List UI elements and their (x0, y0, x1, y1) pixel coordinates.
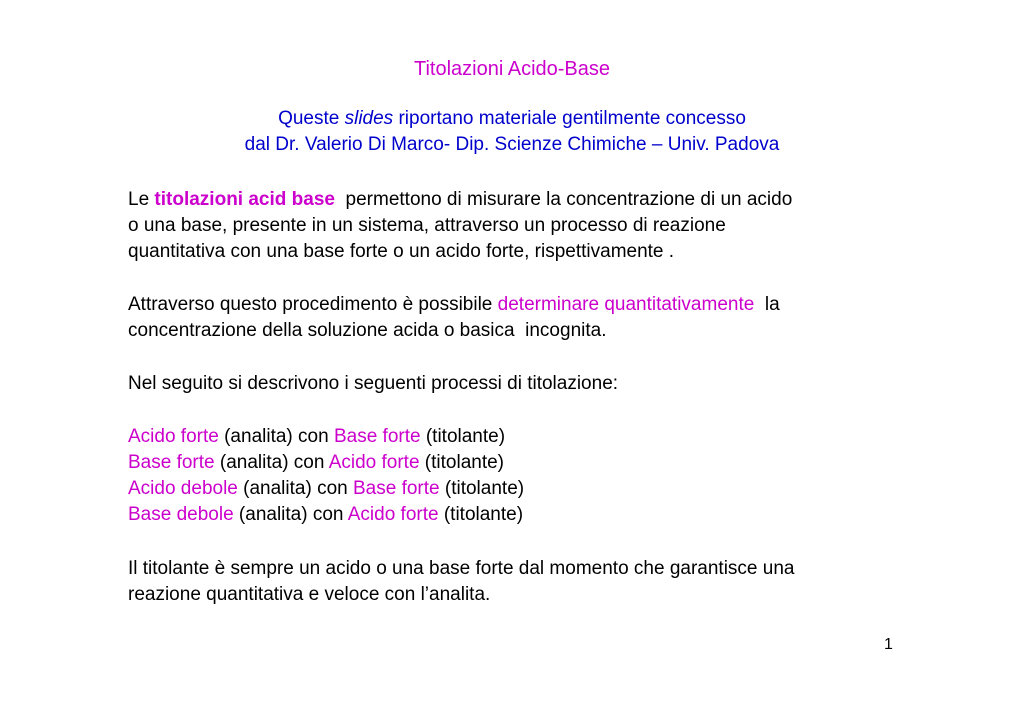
credits-line-1: Queste slides riportano materiale gentilmente concesso (278, 108, 746, 129)
page-title: Titolazioni Acido-Base (413, 58, 611, 80)
credits-emphasis: slides (344, 108, 394, 129)
list-item: Base debole (analita) con Acido forte (titolante) (128, 504, 524, 525)
process-list (128, 424, 918, 528)
paragraph-procedure: Attraverso questo procedimento è possibile determinare quantitativamente la concentrazione della soluzione acida o basica incognita. (128, 294, 780, 341)
list-item: Acido forte (analita) con Base forte (titolante) (128, 426, 506, 447)
paragraph-list-intro: Nel seguito si descrivono i seguenti processi di titolazione: (128, 373, 619, 394)
credits (0, 106, 1024, 158)
list-item: Base forte (analita) con Acido forte (titolante) (128, 452, 504, 473)
credits-line-2: dal Dr. Valerio Di Marco- Dip. Scienze Chimiche – Univ. Padova (244, 134, 780, 155)
highlight-determinare: determinare quantitativamente (497, 294, 755, 315)
page-number: 1 (884, 636, 893, 653)
paragraph-intro: Le titolazioni acid base permettono di misurare la concentrazione di un acido o una base, presente in un sistema, attraverso un processo di reazione quantitativa con una base forte o un acido forte, rispettivamente . (128, 189, 793, 262)
paragraph-titolante: Il titolante è sempre un acido o una base forte dal momento che garantisce una reazione quantitativa e veloce con l’analita. (128, 558, 795, 605)
highlight-titolazioni: titolazioni acid base (154, 189, 335, 210)
list-item: Acido debole (analita) con Base forte (titolante) (128, 478, 525, 499)
